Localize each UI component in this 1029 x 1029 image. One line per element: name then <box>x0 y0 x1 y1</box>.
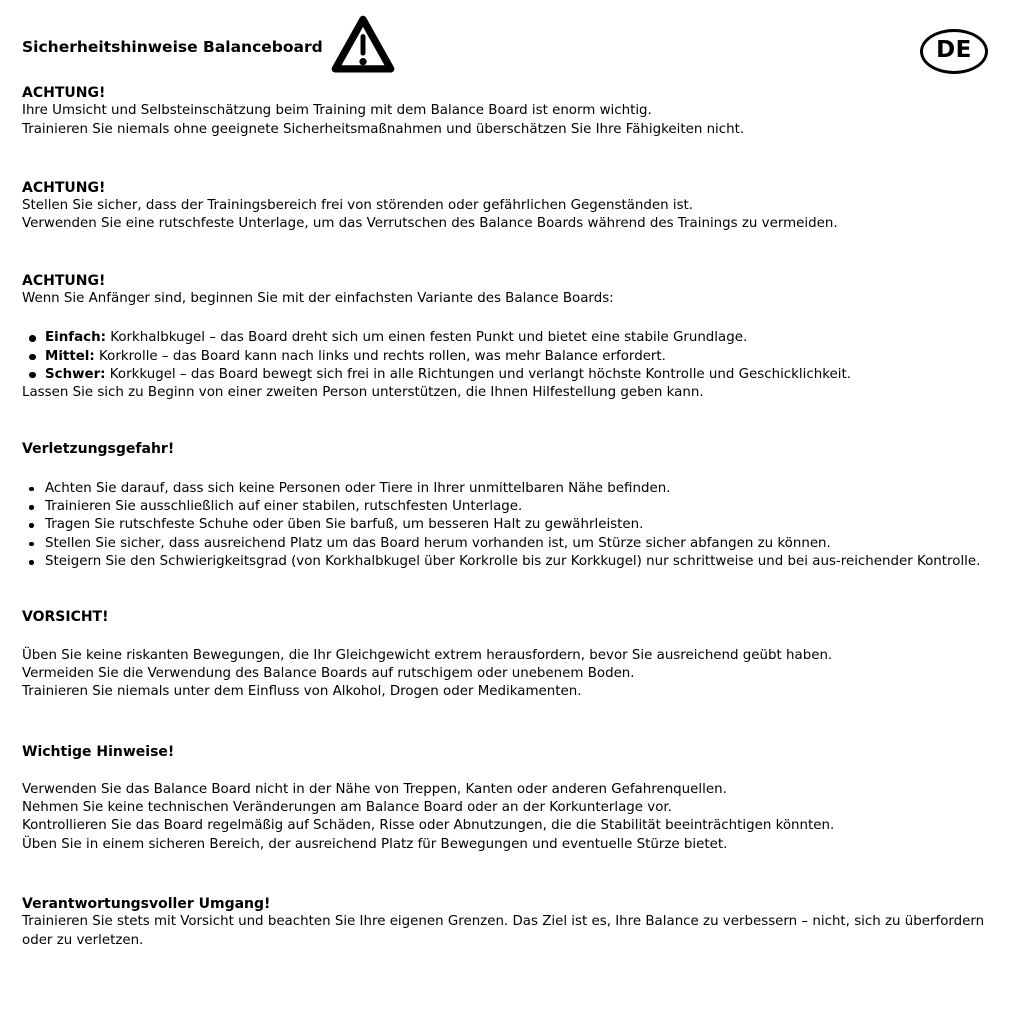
list-item <box>22 480 1009 498</box>
section-important-notes <box>22 743 1009 854</box>
section-heading: Wichtige Hinweise! <box>22 743 175 760</box>
paragraph-line: Trainieren Sie niemals ohne geeignete Sicherheitsmaßnahmen und überschätzen Sie Ihre Fähigkeiten nicht. <box>22 121 745 137</box>
list-item <box>22 329 1009 347</box>
doc-header <box>22 0 1009 84</box>
section-injury-risk <box>22 440 1009 572</box>
section-caution <box>22 608 1009 701</box>
list-item-text <box>45 329 1009 347</box>
section-responsible-use <box>22 895 1009 950</box>
paragraph-line: Stellen Sie sicher, dass der Trainingsbereich frei von störenden oder gefährlichen Gegenständen ist. <box>22 198 694 214</box>
section-heading: ACHTUNG! <box>22 179 106 196</box>
level-description: Korkrolle – das Board kann nach links und rechts rollen, was mehr Balance erfordert. <box>99 348 666 364</box>
level-label: Mittel: <box>45 348 95 364</box>
bullet-icon <box>22 535 45 547</box>
list-item <box>22 516 1009 534</box>
section-heading: VORSICHT! <box>22 609 109 626</box>
paragraph-line: Wenn Sie Anfänger sind, beginnen Sie mit der einfachsten Variante des Balance Boards: <box>22 291 614 307</box>
section-heading: Verantwortungsvoller Umgang! <box>22 896 271 913</box>
section-heading: ACHTUNG! <box>22 85 106 101</box>
list-item-text: Steigern Sie den Schwierigkeitsgrad (von Korkhalbkugel über Korkrolle bis zur Korkkugel) nur schrittweise und bei aus-reichender Kontrolle. <box>45 554 981 570</box>
injury-risk-list <box>22 480 1009 571</box>
bullet-icon <box>22 366 45 379</box>
bullet-icon <box>22 553 45 565</box>
caution-paragraph <box>22 647 1009 702</box>
section-heading: Verletzungsgefahr! <box>22 440 175 457</box>
important-notes-paragraph <box>22 781 1009 854</box>
list-item-text: Trainieren Sie ausschließlich auf einer stabilen, rutschfesten Unterlage. <box>45 499 523 515</box>
list-item <box>22 348 1009 366</box>
paragraph-line: Üben Sie in einem sicheren Bereich, der ausreichend Platz für Bewegungen und eventuelle Stürze bietet. <box>22 836 728 852</box>
list-item-text: Stellen Sie sicher, dass ausreichend Platz um das Board herum vorhanden ist, um Stürze sicher abfangen zu können. <box>45 535 831 551</box>
list-item <box>22 366 1009 384</box>
list-item <box>22 535 1009 553</box>
paragraph-line: Lassen Sie sich zu Beginn von einer zweiten Person unterstützen, die Ihnen Hilfestellung geben kann. <box>22 385 704 401</box>
paragraph-line: Nehmen Sie keine technischen Veränderungen am Balance Board oder an der Korkunterlage vor. <box>22 800 672 816</box>
bullet-icon <box>22 516 45 528</box>
difficulty-levels-list <box>22 329 1009 384</box>
paragraph-line: Trainieren Sie stets mit Vorsicht und beachten Sie Ihre eigenen Grenzen. Das Ziel ist es, Ihre Balance zu verbessern – nicht, sich zu überfordern oder zu verletzen. <box>22 914 985 948</box>
paragraph-line: Vermeiden Sie die Verwendung des Balance Boards auf rutschigem oder unebenem Boden. <box>22 665 635 681</box>
paragraph-line: Üben Sie keine riskanten Bewegungen, die Ihr Gleichgewicht extrem herausfordern, bevor Sie ausreichend geübt haben. <box>22 647 833 663</box>
level-label: Schwer: <box>45 366 106 382</box>
section-attention-1 <box>22 84 1009 139</box>
paragraph-line: Ihre Umsicht und Selbsteinschätzung beim Training mit dem Balance Board ist enorm wichtig. <box>22 103 652 119</box>
bullet-icon <box>22 498 45 510</box>
bullet-icon <box>22 329 45 342</box>
bullet-icon <box>22 348 45 361</box>
section-attention-2 <box>22 179 1009 234</box>
warning-triangle-icon <box>330 13 396 76</box>
page-title: Sicherheitshinweise Balanceboard <box>22 38 323 56</box>
list-item-text <box>45 348 1009 366</box>
bullet-icon <box>22 480 45 492</box>
paragraph-line: Trainieren Sie niemals unter dem Einfluss von Alkohol, Drogen oder Medikamenten. <box>22 684 582 700</box>
language-badge <box>920 29 988 74</box>
level-label: Einfach: <box>45 330 106 346</box>
section-heading: ACHTUNG! <box>22 272 106 289</box>
level-description: Korkkugel – das Board bewegt sich frei in alle Richtungen und verlangt höchste Kontrolle und Geschicklichkeit. <box>109 366 851 382</box>
paragraph-line: Verwenden Sie eine rutschfeste Unterlage, um das Verrutschen des Balance Boards während des Trainings zu vermeiden. <box>22 216 838 232</box>
level-description: Korkhalbkugel – das Board dreht sich um einen festen Punkt und bietet eine stabile Grundlage. <box>110 330 748 346</box>
list-item-text: Tragen Sie rutschfeste Schuhe oder üben Sie barfuß, um besseren Halt zu gewährleisten. <box>45 517 644 533</box>
list-item <box>22 498 1009 516</box>
list-item-text <box>45 366 1009 384</box>
list-item-text: Achten Sie darauf, dass sich keine Personen oder Tiere in Ihrer unmittelbaren Nähe befinden. <box>45 480 671 496</box>
list-item <box>22 553 1009 571</box>
paragraph-line: Verwenden Sie das Balance Board nicht in der Nähe von Treppen, Kanten oder anderen Gefahrenquellen. <box>22 781 727 797</box>
section-attention-3 <box>22 272 1009 403</box>
language-badge-label: DE <box>936 37 972 64</box>
paragraph-line: Kontrollieren Sie das Board regelmäßig auf Schäden, Risse oder Abnutzungen, die die Stabilität beeinträchtigen könnten. <box>22 818 835 834</box>
